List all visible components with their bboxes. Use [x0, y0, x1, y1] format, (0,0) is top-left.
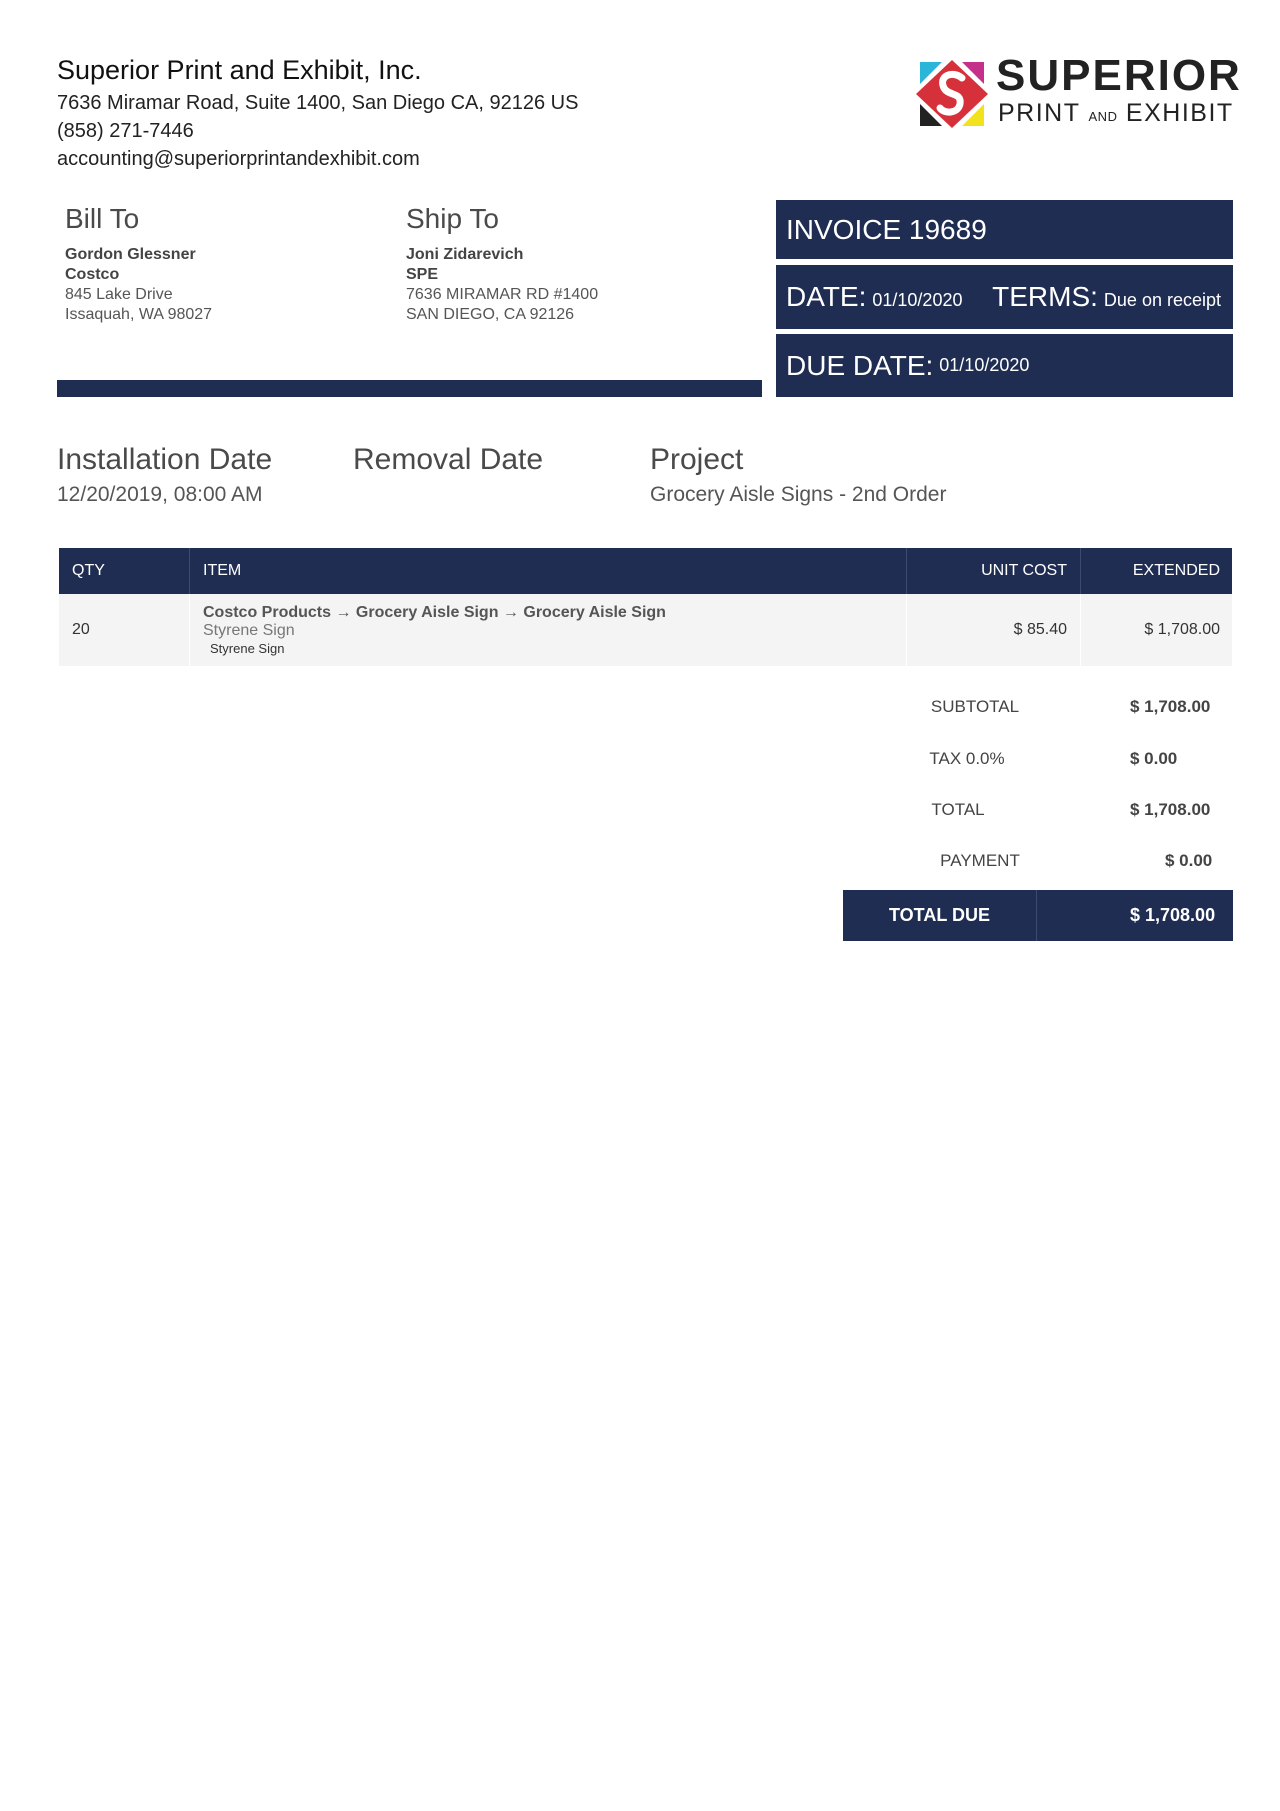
invoice-date-label: DATE:	[786, 281, 867, 312]
bill-to-block	[65, 203, 212, 325]
ship-to-line1: 7636 MIRAMAR RD #1400	[406, 286, 599, 303]
project-block	[650, 443, 946, 507]
line-items-table	[59, 548, 1232, 666]
company-phone: (858) 271-7446	[57, 120, 194, 142]
invoice-date-terms	[776, 265, 1233, 329]
row-item-path: Costco Products → Grocery Aisle Sign → Grocery Aisle Sign	[203, 604, 666, 621]
bill-to-line2: Issaquah, WA 98027	[65, 306, 213, 323]
removal-date-title: Removal Date	[353, 443, 544, 476]
row-item-description: Styrene Sign	[210, 641, 285, 656]
bill-to-title: Bill To	[65, 203, 140, 234]
installation-date-title: Installation Date	[57, 443, 273, 476]
row-unit-cost: $ 85.40	[907, 594, 1081, 666]
header-unit-cost: UNIT COST	[907, 548, 1081, 594]
company-name: Superior Print and Exhibit, Inc.	[57, 55, 422, 85]
tax-value: $ 0.00	[1130, 749, 1178, 768]
invoice-due-value: 01/10/2020	[939, 355, 1030, 375]
total-value: $ 1,708.00	[1130, 800, 1211, 819]
header-extended: EXTENDED	[1132, 562, 1220, 579]
bill-to-company: Costco	[65, 266, 120, 283]
ship-to-title: Ship To	[406, 203, 499, 234]
invoice-terms-value: Due on receipt	[1103, 290, 1221, 310]
bill-to-name: Gordon Glessner	[65, 246, 196, 263]
total-due-value: $ 1,708.00	[1130, 905, 1216, 925]
total-due-bar	[843, 890, 1233, 941]
bill-to-line1: 845 Lake Drive	[65, 286, 173, 303]
logo-word-print-exhibit	[998, 99, 1234, 131]
payment-value: $ 0.00	[1165, 851, 1213, 870]
logo-mark-icon	[912, 58, 992, 130]
invoice-number: INVOICE 19689	[776, 200, 1233, 259]
company-address: 7636 Miramar Road, Suite 1400, San Diego CA, 92126 US	[57, 92, 579, 114]
ship-to-block	[406, 203, 598, 325]
invoice-date-value: 01/10/2020	[872, 290, 963, 310]
table-header	[59, 548, 1232, 594]
project-title: Project	[650, 443, 744, 476]
invoice-terms-label: TERMS:	[992, 281, 1098, 312]
row-item-name: Styrene Sign	[203, 622, 295, 639]
total-label: TOTAL	[931, 800, 985, 819]
address-divider-bar	[57, 380, 762, 397]
subtotal-label: SUBTOTAL	[930, 697, 1020, 716]
installation-date-block	[57, 443, 272, 507]
row-qty: 20	[59, 594, 190, 666]
removal-date-block	[353, 443, 543, 477]
company-logo	[912, 51, 1242, 132]
project-value: Grocery Aisle Signs - 2nd Order	[650, 483, 947, 506]
company-email: accounting@superiorprintandexhibit.com	[57, 148, 420, 170]
table-row	[59, 594, 1232, 666]
header-item: ITEM	[190, 548, 907, 594]
ship-to-name: Joni Zidarevich	[406, 246, 524, 263]
logo-word-print: PRINT	[998, 99, 1081, 127]
logo-word-exhibit: EXHIBIT	[1125, 99, 1234, 127]
total-due-label: TOTAL DUE	[843, 890, 1037, 941]
row-extended: $ 1,708.00	[1144, 621, 1220, 638]
invoice-due-date	[776, 334, 1233, 397]
subtotal-value: $ 1,708.00	[1130, 697, 1211, 716]
payment-label: PAYMENT	[940, 851, 1020, 870]
invoice-due-label: DUE DATE:	[786, 349, 934, 381]
ship-to-company: SPE	[406, 266, 439, 283]
tax-label: TAX 0.0%	[929, 749, 1005, 768]
logo-word-superior: SUPERIOR	[996, 51, 1242, 100]
row-item	[190, 594, 907, 666]
installation-date-value: 12/20/2019, 08:00 AM	[57, 483, 263, 506]
logo-word-and: AND	[1088, 109, 1118, 124]
ship-to-line2: SAN DIEGO, CA 92126	[406, 306, 575, 323]
header-qty: QTY	[59, 548, 190, 594]
